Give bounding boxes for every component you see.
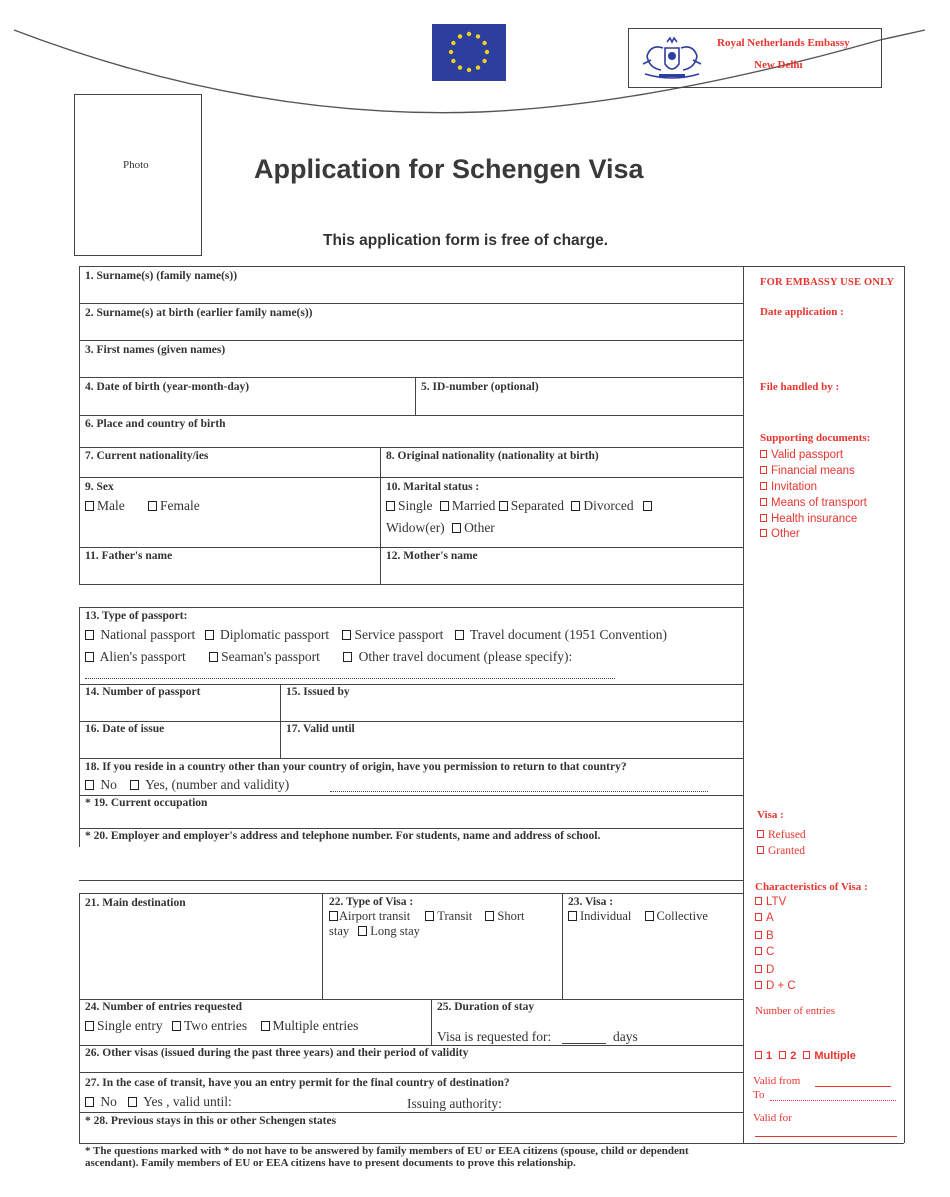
checkbox-icon[interactable] (452, 523, 461, 533)
checkbox-icon[interactable] (343, 652, 352, 662)
transit-yes: Yes , valid until: (143, 1094, 232, 1109)
field-current-nationality: 7. Current nationality/ies (85, 450, 209, 462)
visa-long-stay: Long stay (370, 924, 420, 938)
field-fathers-name: 11. Father's name (85, 550, 173, 562)
char-a[interactable]: A (755, 912, 774, 924)
support-financial-means[interactable]: Financial means (760, 465, 855, 477)
checkbox-icon[interactable] (760, 450, 767, 458)
checkbox-icon[interactable] (755, 1051, 762, 1059)
support-valid-passport[interactable]: Valid passport (760, 449, 843, 461)
checkbox-icon[interactable] (329, 911, 338, 921)
char-c[interactable]: C (755, 946, 774, 958)
marital-options-row1 (386, 498, 655, 514)
marital-other: Other (464, 520, 495, 535)
checkbox-icon[interactable] (205, 630, 214, 640)
entries-options (85, 1018, 358, 1034)
checkbox-icon[interactable] (261, 1021, 270, 1031)
checkbox-icon[interactable] (85, 501, 94, 511)
embassy-file-handled: File handled by : (760, 381, 840, 393)
marital-single: Single (398, 498, 433, 513)
field-surname: 1. Surname(s) (family name(s)) (85, 270, 238, 282)
support-means-of-transport[interactable]: Means of transport (760, 497, 867, 509)
field-first-names: 3. First names (given names) (85, 344, 226, 356)
marital-widow: Widow(er) (386, 520, 445, 535)
checkbox-icon[interactable] (760, 482, 767, 490)
visa-refused[interactable]: Refused (757, 829, 806, 841)
marital-married: Married (451, 498, 496, 513)
checkbox-icon[interactable] (755, 931, 762, 939)
field-marital-status: 10. Marital status : (386, 481, 480, 493)
checkbox-icon[interactable] (757, 830, 764, 838)
checkbox-icon[interactable] (485, 911, 494, 921)
checkbox-icon[interactable] (757, 846, 764, 854)
checkbox-icon[interactable] (455, 630, 464, 640)
checkbox-icon[interactable] (645, 911, 654, 921)
duration-days-input[interactable] (562, 1043, 606, 1044)
residence-no: No (100, 777, 117, 792)
marital-divorced: Divorced (583, 498, 634, 513)
checkbox-icon[interactable] (85, 1021, 94, 1031)
support-other[interactable]: Other (760, 528, 800, 540)
field-sex: 9. Sex (85, 481, 114, 493)
checkbox-icon[interactable] (172, 1021, 181, 1031)
marital-options-row2 (386, 520, 495, 536)
checkbox-icon[interactable] (760, 466, 767, 474)
field-surname-at-birth: 2. Surname(s) at birth (earlier family name(s)) (85, 307, 313, 319)
checkbox-icon[interactable] (209, 652, 218, 662)
field-passport-number: 14. Number of passport (85, 686, 201, 698)
checkbox-icon[interactable] (85, 630, 94, 640)
visa-type-row1 (329, 909, 524, 924)
embassy-stamp (628, 28, 882, 88)
checkbox-icon[interactable] (386, 501, 395, 511)
visa-collective: Collective (656, 909, 708, 923)
checkbox-icon[interactable] (568, 911, 577, 921)
passport-national: National passport (100, 627, 196, 642)
checkbox-icon[interactable] (148, 501, 157, 511)
residence-dotted-line[interactable] (330, 791, 708, 792)
field-current-occupation: * 19. Current occupation (85, 797, 208, 809)
embassy-name: Royal Netherlands Embassy (717, 37, 850, 49)
marital-separated: Separated (510, 498, 564, 513)
residence-yes: Yes, (number and validity) (145, 777, 290, 792)
residence-options (85, 777, 289, 793)
duration-days-label: days (613, 1029, 638, 1044)
duration-requested: Visa is requested for: (437, 1029, 552, 1044)
char-b[interactable]: B (755, 930, 774, 942)
field-original-nationality: 8. Original nationality (nationality at birth) (386, 450, 599, 462)
sex-male-option[interactable]: Male (85, 498, 125, 514)
page-title: Application for Schengen Visa (254, 154, 644, 184)
embassy-use-heading: FOR EMBASSY USE ONLY (760, 277, 895, 288)
passport-alien: Alien's passport (99, 649, 186, 664)
field-place-of-birth: 6. Place and country of birth (85, 418, 226, 430)
char-d-plus-c[interactable]: D + C (755, 980, 796, 992)
visa-granted[interactable]: Granted (757, 845, 805, 857)
visa-stay: stay (329, 924, 350, 938)
field-visa: 23. Visa : (568, 896, 614, 908)
passport-options-row1 (85, 627, 667, 643)
field-id-number: 5. ID-number (optional) (421, 381, 539, 393)
field-duration-of-stay: 25. Duration of stay (437, 1001, 535, 1013)
checkbox-icon[interactable] (85, 652, 94, 662)
passport-other-dotted-line[interactable] (85, 678, 615, 679)
field-passport-type: 13. Type of passport: (85, 610, 188, 622)
sex-female-option[interactable]: Female (148, 498, 200, 514)
checkbox-icon[interactable] (755, 965, 762, 973)
checkbox-icon[interactable] (760, 498, 767, 506)
embassy-entries-options (755, 1050, 856, 1062)
passport-seaman: Seaman's passport (221, 649, 320, 664)
visa-individual: Individual (580, 909, 632, 923)
checkbox-icon[interactable] (128, 1097, 137, 1107)
passport-options-row2 (85, 649, 572, 665)
transit-no: No (100, 1094, 117, 1109)
char-d[interactable]: D (755, 964, 774, 976)
checkbox-icon[interactable] (755, 897, 762, 905)
embassy-city: New Delhi (754, 59, 803, 71)
visa-airport-transit: Airport transit (339, 909, 411, 923)
field-number-of-entries: 24. Number of entries requested (85, 1001, 243, 1013)
photo-box[interactable] (74, 94, 202, 256)
footnote (85, 1145, 689, 1169)
char-ltv[interactable]: LTV (755, 896, 786, 908)
checkbox-icon[interactable] (571, 501, 580, 511)
embassy-date-application: Date application : (760, 306, 844, 318)
eu-flag-icon (432, 24, 506, 81)
field-visa-type: 22. Type of Visa : (329, 896, 414, 908)
checkbox-icon[interactable] (760, 514, 767, 522)
field-issued-by: 15. Issued by (286, 686, 350, 698)
support-invitation[interactable]: Invitation (760, 481, 817, 493)
passport-diplomatic: Diplomatic passport (219, 627, 330, 642)
checkbox-icon[interactable] (85, 1097, 94, 1107)
checkbox-icon[interactable] (425, 911, 434, 921)
field-valid-until: 17. Valid until (286, 723, 355, 735)
passport-other: Other travel document (please specify): (358, 649, 573, 664)
checkbox-icon[interactable] (358, 926, 367, 936)
checkbox-icon[interactable] (760, 529, 767, 537)
visa-short: Short (497, 909, 525, 923)
valid-from-input[interactable] (815, 1086, 891, 1087)
field-date-of-birth: 4. Date of birth (year-month-day) (85, 381, 250, 393)
entries-opt-2: 2 (790, 1050, 797, 1062)
checkbox-icon[interactable] (779, 1051, 786, 1059)
embassy-valid-for: Valid for (753, 1112, 792, 1124)
checkbox-icon[interactable] (499, 501, 508, 511)
checkbox-icon[interactable] (85, 780, 94, 790)
checkbox-icon[interactable] (755, 981, 762, 989)
entries-opt-1: 1 (766, 1050, 773, 1062)
entries-opt-multiple: Multiple (814, 1050, 856, 1062)
field-mothers-name: 12. Mother's name (386, 550, 478, 562)
checkbox-icon[interactable] (130, 780, 139, 790)
field-date-of-issue: 16. Date of issue (85, 723, 165, 735)
field-residence-permission: 18. If you reside in a country other than your country of origin, have you permission to return to that country? (85, 761, 627, 773)
field-employer: * 20. Employer and employer's address and telephone number. For students, name and address of school. (85, 830, 601, 842)
page-subtitle: This application form is free of charge. (323, 232, 609, 249)
checkbox-icon[interactable] (755, 913, 762, 921)
embassy-characteristics: Characteristics of Visa : (755, 881, 868, 893)
visa-category-row (568, 909, 708, 924)
support-health-insurance[interactable]: Health insurance (760, 513, 857, 525)
photo-label: Photo (123, 159, 149, 171)
embassy-visa-label: Visa : (757, 809, 784, 821)
passport-service: Service passport (354, 627, 444, 642)
checkbox-icon[interactable] (643, 501, 652, 511)
field-previous-stays: * 28. Previous stays in this or other Schengen states (85, 1115, 337, 1127)
entries-multiple: Multiple entries (272, 1018, 359, 1033)
checkbox-icon[interactable] (755, 947, 762, 955)
field-transit-permit: 27. In the case of transit, have you an entry permit for the final country of destination? (85, 1077, 510, 1089)
transit-options (85, 1094, 232, 1110)
netherlands-crest-icon (637, 34, 707, 84)
entries-two: Two entries (184, 1018, 248, 1033)
checkbox-icon[interactable] (440, 501, 449, 511)
embassy-number-of-entries: Number of entries (755, 1005, 836, 1017)
field-main-destination: 21. Main destination (85, 897, 186, 909)
checkbox-icon[interactable] (342, 630, 351, 640)
visa-type-row2 (329, 924, 420, 939)
embassy-to: To (753, 1089, 765, 1101)
visa-transit: Transit (437, 909, 473, 923)
embassy-valid-from: Valid from (753, 1075, 801, 1087)
entries-single: Single entry (97, 1018, 163, 1033)
footnote-line2: ascendant). Family members of EU or EEA citizens have to present documents to prove this relationship. (85, 1157, 576, 1169)
passport-travel-document: Travel document (1951 Convention) (469, 627, 667, 642)
checkbox-icon[interactable] (803, 1051, 810, 1059)
footnote-line1: * The questions marked with * do not have to be answered by family members of EU or EEA citizens (spouse, child or dependent (85, 1145, 689, 1157)
valid-to-input[interactable] (770, 1100, 896, 1101)
transit-issuing-authority: Issuing authority: (407, 1096, 502, 1111)
embassy-supporting-documents: Supporting documents: (760, 432, 871, 444)
valid-for-input[interactable] (755, 1136, 897, 1137)
field-other-visas: 26. Other visas (issued during the past three years) and their period of validity (85, 1047, 469, 1059)
